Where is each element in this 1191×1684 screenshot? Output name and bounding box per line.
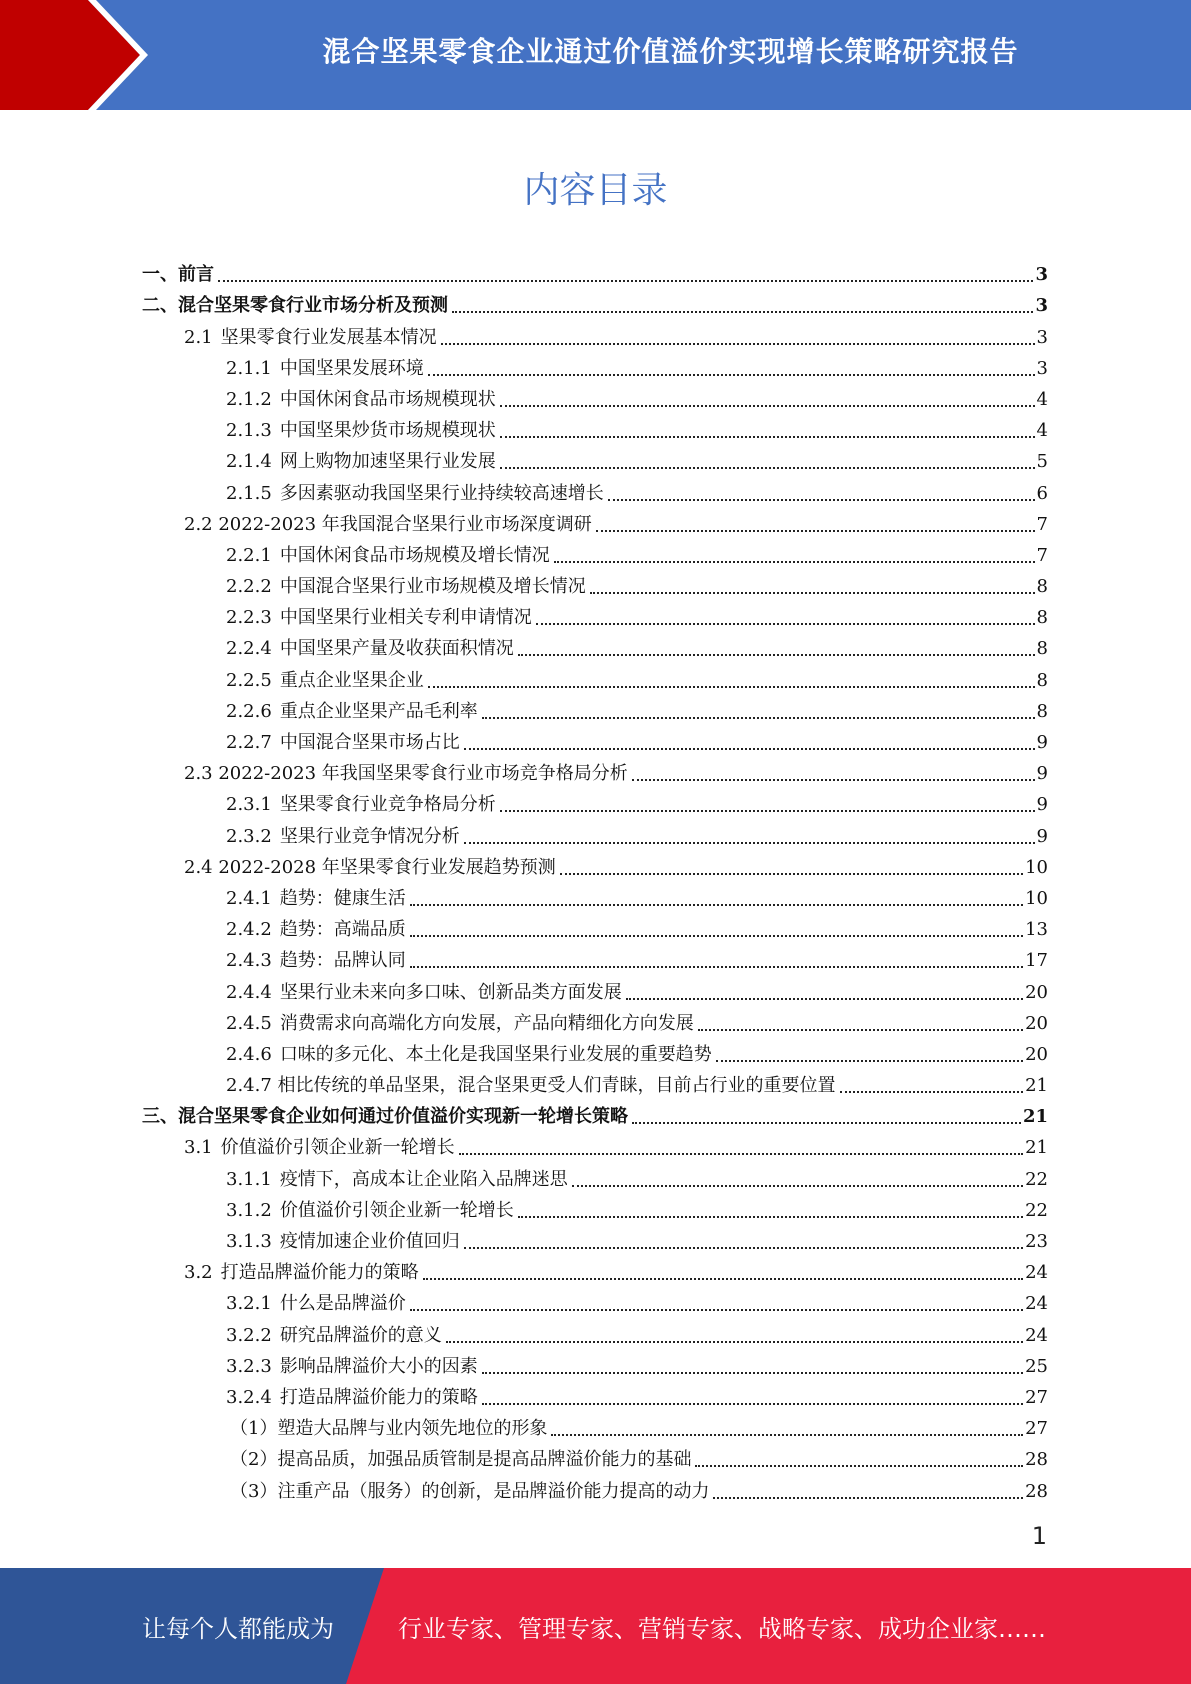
toc-entry[interactable] (142, 1441, 1048, 1472)
table-of-contents (142, 256, 1048, 1504)
toc-entry[interactable] (142, 786, 1048, 817)
toc-entry-page: 20 (1025, 981, 1048, 1003)
toc-entry-number: 2.4.4 (226, 981, 272, 1003)
toc-entry[interactable] (142, 1098, 1048, 1129)
toc-leader-dots (482, 1402, 1023, 1405)
toc-entry[interactable] (142, 911, 1048, 942)
toc-leader-dots (452, 310, 1033, 313)
toc-entry-number: 3.1 (184, 1137, 213, 1159)
toc-entry-page: 9 (1036, 763, 1048, 785)
toc-entry[interactable] (142, 350, 1048, 381)
toc-entry-title: 坚果行业竞争情况分析 (279, 825, 460, 847)
toc-leader-dots (500, 435, 1035, 438)
toc-entry[interactable] (142, 630, 1048, 661)
toc-entry-page: 10 (1025, 887, 1048, 909)
toc-entry[interactable] (142, 568, 1048, 599)
toc-entry[interactable] (142, 443, 1048, 474)
toc-entry-title: 中国休闲食品市场规模现状 (279, 388, 496, 410)
toc-leader-dots (713, 1496, 1023, 1499)
toc-entry[interactable] (142, 506, 1048, 537)
toc-entry-title: 打造品牌溢价能力的策略 (220, 1262, 419, 1284)
toc-entry[interactable] (142, 1036, 1048, 1067)
toc-entry-page: 8 (1036, 607, 1048, 629)
toc-entry-page: 23 (1025, 1231, 1048, 1252)
footer-slogan-right: 行业专家、管理专家、营销专家、战略专家、成功企业家…… (398, 1614, 1046, 1643)
toc-entry-title: 中国混合坚果市场占比 (279, 732, 460, 753)
toc-entry[interactable] (142, 1316, 1048, 1347)
toc-entry-number: 2.4.1 (226, 887, 272, 909)
toc-entry-number: 2.1 (184, 326, 213, 348)
toc-entry-title: （2）提高品质，加强品质管制是提高品牌溢价能力的基础 (230, 1449, 692, 1471)
toc-entry-number: 2.2.6 (226, 700, 272, 722)
toc-entry[interactable] (142, 1472, 1048, 1503)
toc-entry-title: 坚果行业未来向多口味、创新品类方面发展 (279, 981, 622, 1003)
toc-entry-number: 2.1.1 (226, 357, 272, 379)
toc-entry-title: 趋势：健康生活 (279, 887, 406, 909)
toc-entry-page: 25 (1025, 1355, 1048, 1377)
toc-entry-number: 2.2.3 (226, 607, 272, 629)
toc-leader-dots (459, 1152, 1023, 1155)
toc-heading: 内容目录 (523, 170, 668, 211)
toc-entry-title: （1）塑造大品牌与业内领先地位的形象 (230, 1418, 548, 1440)
toc-entry-page: 20 (1025, 1043, 1048, 1065)
toc-leader-dots (632, 778, 1035, 781)
toc-entry-title: 一、前言 (142, 264, 214, 286)
toc-entry-title: （3）注重产品（服务）的创新，是品牌溢价能力提高的动力 (230, 1480, 710, 1502)
toc-leader-dots (500, 809, 1035, 812)
footer-banner (0, 1568, 1191, 1684)
toc-entry-title: 价值溢价引领企业新一轮增长 (220, 1137, 455, 1159)
toc-entry-title: 坚果零食行业竞争格局分析 (279, 794, 496, 816)
toc-entry-page: 20 (1025, 1012, 1048, 1034)
toc-entry-title: 多因素驱动我国坚果行业持续较高速增长 (279, 482, 604, 504)
toc-entry[interactable] (142, 318, 1048, 349)
toc-leader-dots (410, 965, 1023, 968)
header-banner (0, 0, 1191, 110)
toc-entry-title: 网上购物加速坚果行业发展 (279, 451, 496, 473)
toc-entry-number: 3.2.1 (226, 1293, 272, 1315)
toc-entry-title: 疫情加速企业价值回归 (279, 1231, 460, 1252)
toc-entry[interactable] (142, 817, 1048, 848)
toc-entry-number: 3.2 (184, 1262, 213, 1284)
toc-entry-page: 24 (1025, 1262, 1048, 1284)
footer-slogan-left: 让每个人都能成为 (142, 1614, 334, 1643)
toc-entry-number: 3.1.3 (226, 1231, 272, 1252)
toc-entry-page: 17 (1025, 950, 1048, 972)
toc-leader-dots (428, 373, 1035, 376)
toc-entry-number: 3.2.4 (226, 1386, 272, 1408)
toc-entry[interactable] (142, 724, 1048, 755)
toc-entry[interactable] (142, 1160, 1048, 1191)
toc-entry-page: 9 (1036, 825, 1048, 847)
toc-leader-dots (410, 934, 1023, 937)
toc-entry-page: 24 (1025, 1293, 1048, 1315)
page-number: 1 (1031, 1522, 1047, 1550)
toc-entry[interactable] (142, 1129, 1048, 1160)
toc-entry-page: 3 (1036, 357, 1048, 379)
toc-entry[interactable] (142, 287, 1048, 318)
toc-entry-title: 影响品牌溢价大小的因素 (279, 1355, 478, 1377)
toc-entry[interactable] (142, 1067, 1048, 1098)
toc-leader-dots (590, 591, 1035, 594)
toc-leader-dots (608, 498, 1035, 501)
toc-leader-dots (518, 653, 1035, 656)
toc-entry[interactable] (142, 755, 1048, 786)
toc-entry-title: 中国休闲食品市场规模及增长情况 (279, 544, 550, 566)
toc-entry-page: 27 (1025, 1386, 1048, 1408)
toc-entry-number: 3.2.3 (226, 1355, 272, 1377)
toc-entry-title: 疫情下，高成本让企业陷入品牌迷思 (279, 1168, 568, 1190)
toc-entry-page: 3 (1035, 264, 1048, 286)
toc-entry-page: 22 (1025, 1199, 1048, 1221)
toc-entry[interactable] (142, 1285, 1048, 1316)
toc-entry-title: 2.3 2022-2023 年我国坚果零食行业市场竞争格局分析 (184, 763, 628, 785)
toc-entry-page: 21 (1022, 1106, 1048, 1128)
toc-leader-dots (441, 342, 1035, 345)
toc-entry-title: 中国坚果炒货市场规模现状 (279, 420, 496, 442)
toc-entry-title: 打造品牌溢价能力的策略 (279, 1386, 478, 1408)
toc-entry-number: 2.1.4 (226, 451, 272, 473)
toc-leader-dots (572, 1184, 1023, 1187)
toc-entry-title: 坚果零食行业发展基本情况 (220, 326, 437, 348)
toc-entry[interactable] (142, 973, 1048, 1004)
toc-entry-number: 2.1.5 (226, 482, 272, 504)
toc-entry-page: 28 (1025, 1480, 1048, 1502)
toc-entry[interactable] (142, 1254, 1048, 1285)
toc-entry-number: 2.4.2 (226, 919, 272, 941)
toc-entry[interactable] (142, 256, 1048, 287)
toc-entry-title: 中国混合坚果行业市场规模及增长情况 (279, 576, 586, 598)
toc-entry-page: 6 (1036, 482, 1048, 504)
toc-leader-dots (482, 1371, 1023, 1374)
report-title: 混合坚果零食企业通过价值溢价实现增长策略研究报告 (322, 35, 1019, 68)
toc-entry-page: 4 (1036, 420, 1048, 442)
toc-entry[interactable] (142, 1005, 1048, 1036)
toc-leader-dots (428, 685, 1035, 688)
toc-entry-title: 2.4 2022-2028 年坚果零食行业发展趋势预测 (184, 856, 556, 878)
toc-entry-page: 8 (1036, 700, 1048, 722)
toc-entry-title: 2.2 2022-2023 年我国混合坚果行业市场深度调研 (184, 513, 592, 535)
toc-entry-number: 3.1.2 (226, 1199, 272, 1221)
toc-leader-dots (626, 997, 1023, 1000)
toc-leader-dots (410, 903, 1023, 906)
toc-entry-title: 口味的多元化、本土化是我国坚果行业发展的重要趋势 (279, 1043, 712, 1065)
toc-entry-title: 中国坚果产量及收获面积情况 (279, 638, 514, 660)
toc-entry[interactable] (142, 1223, 1048, 1254)
toc-entry[interactable] (142, 1379, 1048, 1410)
toc-leader-dots (410, 1308, 1023, 1311)
toc-leader-dots (632, 1121, 1021, 1124)
toc-leader-dots (695, 1464, 1023, 1467)
toc-entry-number: 2.3.1 (226, 794, 272, 816)
toc-entry-title: 重点企业坚果企业 (279, 669, 424, 691)
toc-leader-dots (482, 716, 1035, 719)
toc-entry-title: 什么是品牌溢价 (279, 1293, 406, 1315)
toc-entry[interactable] (142, 412, 1048, 443)
toc-leader-dots (464, 841, 1035, 844)
toc-leader-dots (518, 1215, 1023, 1218)
toc-entry-page: 9 (1036, 794, 1048, 816)
toc-entry-title: 中国坚果发展环境 (279, 357, 424, 379)
toc-entry-page: 3 (1035, 295, 1048, 317)
toc-entry-number: 2.2.4 (226, 638, 272, 660)
toc-leader-dots (446, 1340, 1023, 1343)
toc-entry-page: 22 (1025, 1168, 1048, 1190)
toc-entry-page: 13 (1025, 919, 1048, 941)
toc-entry-page: 21 (1025, 1137, 1048, 1159)
toc-leader-dots (464, 1246, 1023, 1249)
toc-entry[interactable] (142, 599, 1048, 630)
toc-leader-dots (464, 747, 1035, 750)
toc-entry-number: 2.2.2 (226, 576, 272, 598)
toc-leader-dots (840, 1090, 1024, 1093)
toc-entry[interactable] (142, 1348, 1048, 1379)
toc-entry-number: 2.4.5 (226, 1012, 272, 1034)
toc-entry-page: 7 (1036, 544, 1048, 566)
toc-entry-title: 中国坚果行业相关专利申请情况 (279, 607, 532, 629)
toc-entry-title: 2.4.7 相比传统的单品坚果，混合坚果更受人们青睐，目前占行业的重要位置 (226, 1075, 836, 1097)
toc-entry-number: 2.1.3 (226, 420, 272, 442)
toc-leader-dots (423, 1277, 1023, 1280)
toc-entry-number: 2.4.6 (226, 1043, 272, 1065)
toc-entry-title: 消费需求向高端化方向发展，产品向精细化方向发展 (279, 1012, 694, 1034)
toc-entry-page: 7 (1036, 513, 1048, 535)
toc-leader-dots (500, 466, 1035, 469)
toc-entry[interactable] (142, 1192, 1048, 1223)
toc-entry-page: 28 (1025, 1449, 1048, 1471)
toc-entry[interactable] (142, 1410, 1048, 1441)
toc-entry[interactable] (142, 849, 1048, 880)
toc-entry-page: 27 (1025, 1418, 1048, 1440)
toc-entry-number: 2.2.7 (226, 732, 272, 753)
toc-entry-page: 8 (1036, 576, 1048, 598)
toc-entry[interactable] (142, 474, 1048, 505)
toc-entry-title: 趋势：高端品质 (279, 919, 406, 941)
toc-entry[interactable] (142, 880, 1048, 911)
toc-entry-title: 二、混合坚果零食行业市场分析及预测 (142, 295, 448, 317)
toc-entry[interactable] (142, 537, 1048, 568)
toc-leader-dots (560, 872, 1023, 875)
toc-entry-number: 3.2.2 (226, 1324, 272, 1346)
toc-leader-dots (596, 529, 1035, 532)
toc-entry-title: 重点企业坚果产品毛利率 (279, 700, 478, 722)
toc-entry-page: 9 (1036, 732, 1048, 753)
toc-entry-page: 5 (1036, 451, 1048, 473)
toc-entry-title: 趋势：品牌认同 (279, 950, 406, 972)
toc-entry-page: 4 (1036, 388, 1048, 410)
toc-entry-number: 2.2.5 (226, 669, 272, 691)
toc-entry-title: 研究品牌溢价的意义 (279, 1324, 442, 1346)
toc-entry-number: 2.3.2 (226, 825, 272, 847)
toc-entry-page: 8 (1036, 638, 1048, 660)
toc-leader-dots (536, 622, 1035, 625)
toc-entry-title: 价值溢价引领企业新一轮增长 (279, 1199, 514, 1221)
toc-leader-dots (551, 1433, 1023, 1436)
toc-leader-dots (218, 279, 1033, 282)
toc-entry-number: 2.4.3 (226, 950, 272, 972)
toc-entry[interactable] (142, 942, 1048, 973)
toc-entry[interactable] (142, 693, 1048, 724)
toc-entry-page: 24 (1025, 1324, 1048, 1346)
toc-entry[interactable] (142, 381, 1048, 412)
toc-entry-number: 2.1.2 (226, 388, 272, 410)
toc-leader-dots (500, 404, 1035, 407)
toc-entry-number: 2.2.1 (226, 544, 272, 566)
toc-entry-page: 8 (1036, 669, 1048, 691)
toc-entry-page: 21 (1025, 1075, 1048, 1097)
toc-entry-page: 3 (1036, 326, 1048, 348)
toc-leader-dots (554, 560, 1035, 563)
toc-leader-dots (716, 1059, 1023, 1062)
toc-entry-page: 10 (1025, 856, 1048, 878)
toc-entry-number: 3.1.1 (226, 1168, 272, 1190)
toc-entry[interactable] (142, 661, 1048, 692)
toc-leader-dots (698, 1028, 1023, 1031)
toc-entry-title: 三、混合坚果零食企业如何通过价值溢价实现新一轮增长策略 (142, 1106, 628, 1128)
